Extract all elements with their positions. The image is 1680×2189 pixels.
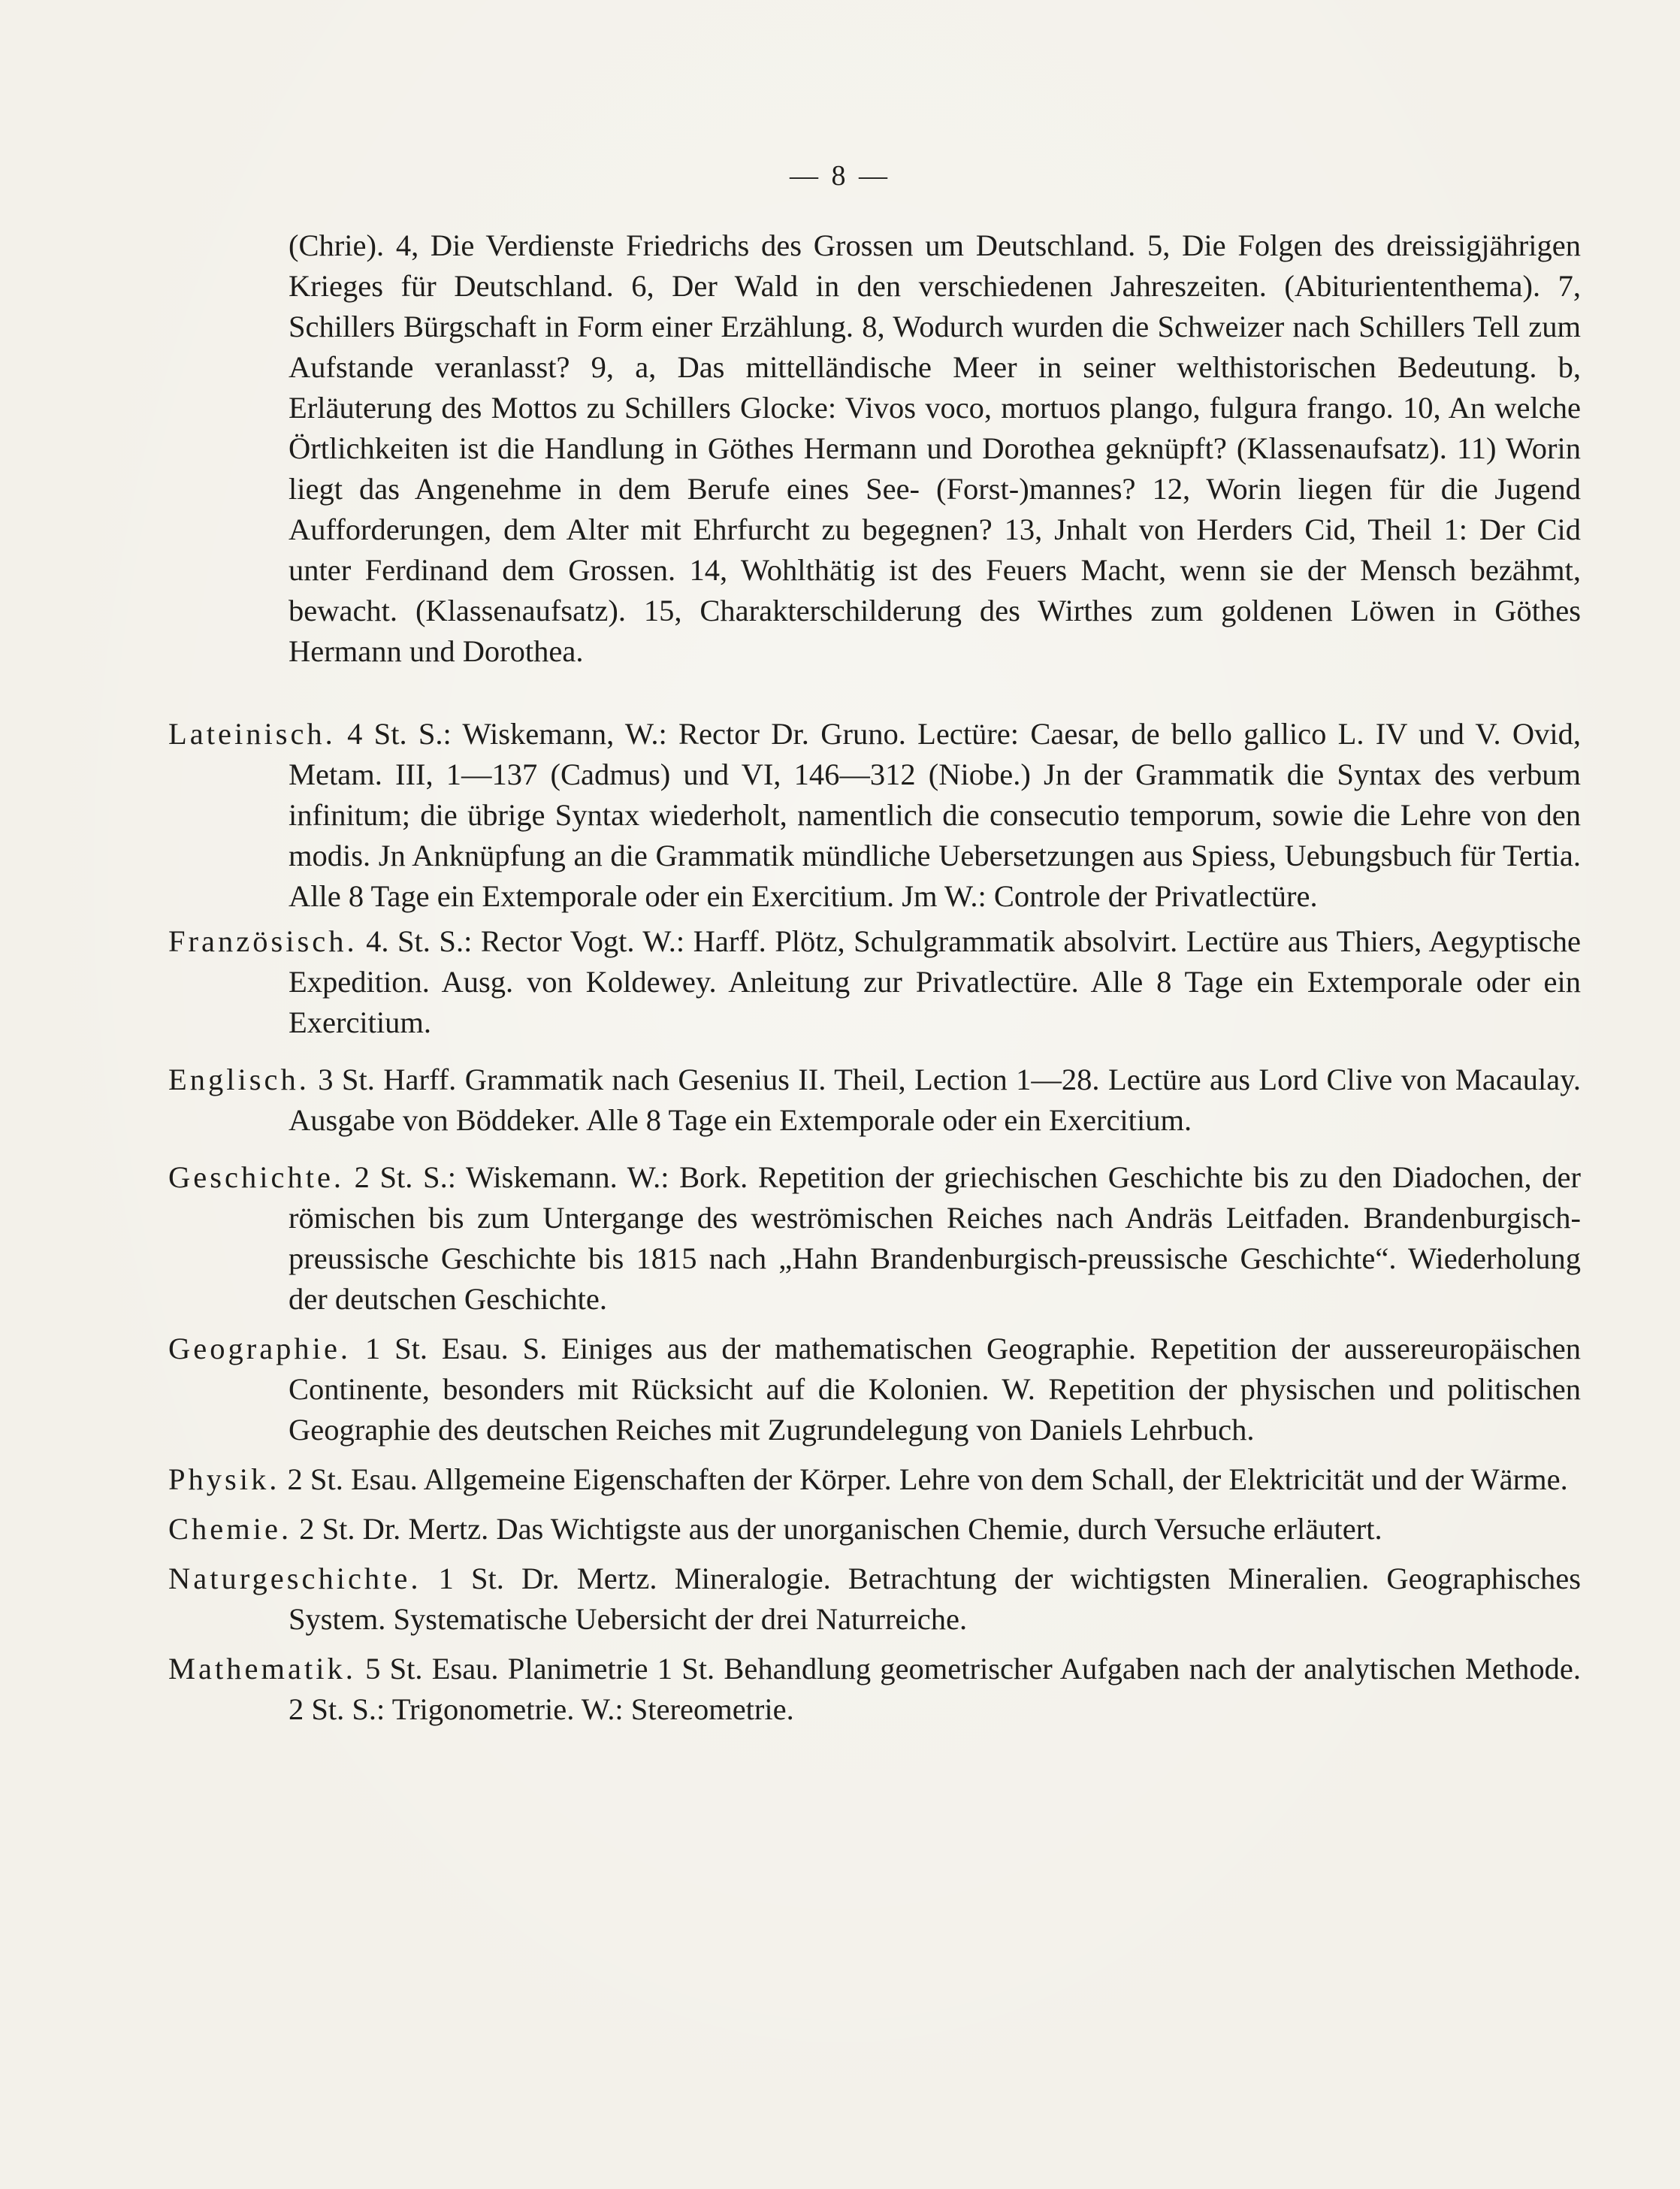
subject-french	[168, 921, 1581, 1043]
subject-physics	[168, 1459, 1581, 1500]
subject-english	[168, 1060, 1581, 1141]
essay-topics-paragraph: (Chrie). 4, Die Verdienste Friedrichs des Grossen um Deutschland. 5, Die Folgen des dreissigjährigen Krieges für Deutschland. 6, Der Wald in den verschiedenen Jahreszeiten. (Abituriententhema). 7, Schillers Bürgschaft in Form einer Erzählung. 8, Wodurch wurden die Schweizer nach Schillers Tell zum Aufstande veranlasst? 9, a, Das mittelländische Meer in seiner welthistorischen Bedeutung. b, Erläuterung des Mottos zu Schillers Glocke: Vivos voco, mortuos plango, fulgura frango. 10, An welche Örtlichkeiten ist die Handlung in Göthes Hermann und Dorothea geknüpft? (Klassenaufsatz). 11) Worin liegt das Angenehme in dem Berufe eines See- (Forst-)mannes? 12, Worin liegen für die Jugend Aufforderungen, dem Alter mit Ehrfurcht zu begegnen? 13, Jnhalt von Herders Cid, Theil 1: Der Cid unter Ferdinand dem Grossen. 14, Wohlthätig ist des Feuers Macht, wenn sie der Mensch bezähmt, bewacht. (Klassenaufsatz). 15, Charakterschilderung des Wirthes zum goldenen Löwen in Göthes Hermann und Dorothea.	[289, 228, 1581, 668]
subject-name: Chemie.	[168, 1512, 292, 1546]
subject-chemistry	[168, 1509, 1581, 1550]
subject-history	[168, 1157, 1581, 1320]
subject-latin	[168, 714, 1581, 917]
subject-name: Mathematik.	[168, 1652, 356, 1686]
subject-name: Lateinisch.	[168, 717, 336, 751]
subject-text: 1 St. Dr. Mertz. Mineralogie. Betrachtung der wichtigsten Mineralien. Geographisches System. Systematische Uebersicht der drei Naturreiche.	[289, 1562, 1582, 1636]
subject-name: Geographie.	[168, 1332, 352, 1365]
subject-name: Englisch.	[168, 1063, 310, 1096]
subject-text: 2 St. Esau. Allgemeine Eigenschaften der Körper. Lehre von dem Schall, der Elektricität und der Wärme.	[287, 1462, 1568, 1496]
subject-name: Geschichte.	[168, 1160, 345, 1194]
subject-text: 4 St. S.: Wiskemann, W.: Rector Dr. Gruno. Lectüre: Caesar, de bello gallico L. IV und V. Ovid, Metam. III, 1—137 (Cadmus) und VI, 146—312 (Niobe.) Jn der Grammatik die Syntax des verbum infinitum; die übrige Syntax wiederholt, namentlich die consecutio temporum, sowie die Lehre von den modis. Jn Anknüpfung an die Grammatik mündliche Uebersetzungen aus Spiess, Uebungsbuch für Tertia. Alle 8 Tage ein Extemporale oder ein Exercitium. Jm W.: Controle der Privatlectüre.	[289, 717, 1582, 913]
subject-text: 2 St. Dr. Mertz. Das Wichtigste aus der unorganischen Chemie, durch Versuche erläutert.	[299, 1512, 1382, 1546]
page-number: — 8 —	[790, 160, 890, 192]
subject-name: Naturgeschichte.	[168, 1562, 422, 1595]
subject-text: 4. St. S.: Rector Vogt. W.: Harff. Plötz, Schulgrammatik absolvirt. Lectüre aus Thiers, Aegyptische Expedition. Ausg. von Koldewey. Anleitung zur Privatlectüre. Alle 8 Tage ein Extemporale oder ein Exercitium.	[289, 924, 1581, 1039]
subject-text: 1 St. Esau. S. Einiges aus der mathematischen Geographie. Repetition der aussereuropäischen Continente, besonders mit Rücksicht auf die Kolonien. W. Repetition der physischen und politischen Geographie des deutschen Reiches mit Zugrundelegung von Daniels Lehrbuch.	[289, 1332, 1581, 1447]
subject-list	[168, 714, 1581, 1734]
subject-natural-history	[168, 1559, 1581, 1640]
subject-name: Physik.	[168, 1462, 280, 1496]
subject-text: 3 St. Harff. Grammatik nach Gesenius II. Theil, Lection 1—28. Lectüre aus Lord Clive von Macaulay. Ausgabe von Böddeker. Alle 8 Tage ein Extemporale oder ein Exercitium.	[289, 1063, 1581, 1137]
subject-mathematics	[168, 1649, 1581, 1730]
subject-name: Französisch.	[168, 924, 358, 958]
subject-geography	[168, 1329, 1581, 1450]
subject-text: 5 St. Esau. Planimetrie 1 St. Behandlung geometrischer Aufgaben nach der analytischen Methode. 2 St. S.: Trigonometrie. W.: Stereometrie.	[289, 1652, 1582, 1726]
subject-text: 2 St. S.: Wiskemann. W.: Bork. Repetition der griechischen Geschichte bis zu den Diadochen, der römischen bis zum Untergange des weströmischen Reiches nach Andräs Leitfaden. Brandenburgisch-preussische Geschichte bis 1815 nach „Hahn Brandenburgisch-preussische Geschichte“. Wiederholung der deutschen Geschichte.	[289, 1160, 1582, 1316]
